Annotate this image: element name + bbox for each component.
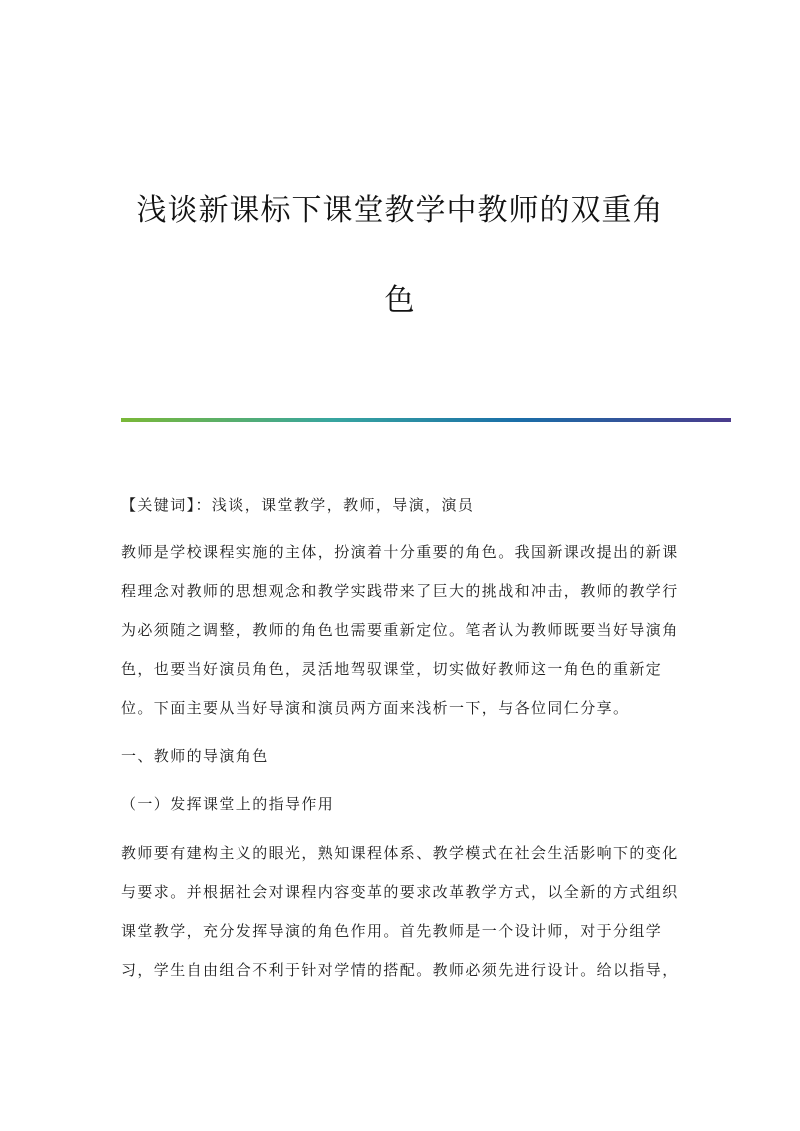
title-line-2: 色: [384, 283, 416, 318]
intro-line: 色，也要当好演员角色，灵活地驾驭课堂，切实做好教师这一角色的重新定: [121, 660, 663, 678]
document-title: [120, 166, 680, 346]
body-paragraph: [121, 834, 681, 990]
section-heading: 一、教师的导演角色: [121, 747, 269, 765]
body-line: 课堂教学，充分发挥导演的角色作用。首先教师是一个设计师，对于分组学: [121, 922, 663, 940]
intro-line: 教师是学校课程实施的主体，扮演着十分重要的角色。我国新课改提出的新课: [121, 543, 679, 561]
body-line: 与要求。并根据社会对课程内容变革的要求改革教学方式，以全新的方式组织: [121, 883, 679, 901]
title-line-1: 浅谈新课标下课堂教学中教师的双重角: [136, 193, 664, 228]
body-line: 习，学生自由组合不利于针对学情的搭配。教师必须先进行设计。给以指导，: [121, 961, 679, 979]
intro-line: 位。下面主要从当好导演和演员两方面来浅析一下，与各位同仁分享。: [121, 699, 630, 717]
intro-paragraph: [121, 533, 681, 728]
subsection-heading: （一）发挥课堂上的指导作用: [121, 795, 335, 813]
document-body: [121, 485, 681, 990]
body-line: 教师要有建构主义的眼光，熟知课程体系、教学模式在社会生活影响下的变化: [121, 844, 679, 862]
keywords-line: 【关键词】：浅谈，课堂教学，教师，导演，演员: [121, 496, 475, 514]
title-divider: [121, 418, 731, 422]
intro-line: 程理念对教师的思想观念和教学实践带来了巨大的挑战和冲击，教师的教学行: [121, 582, 679, 600]
intro-line: 为必须随之调整，教师的角色也需要重新定位。笔者认为教师既要当好导演角: [121, 621, 679, 639]
